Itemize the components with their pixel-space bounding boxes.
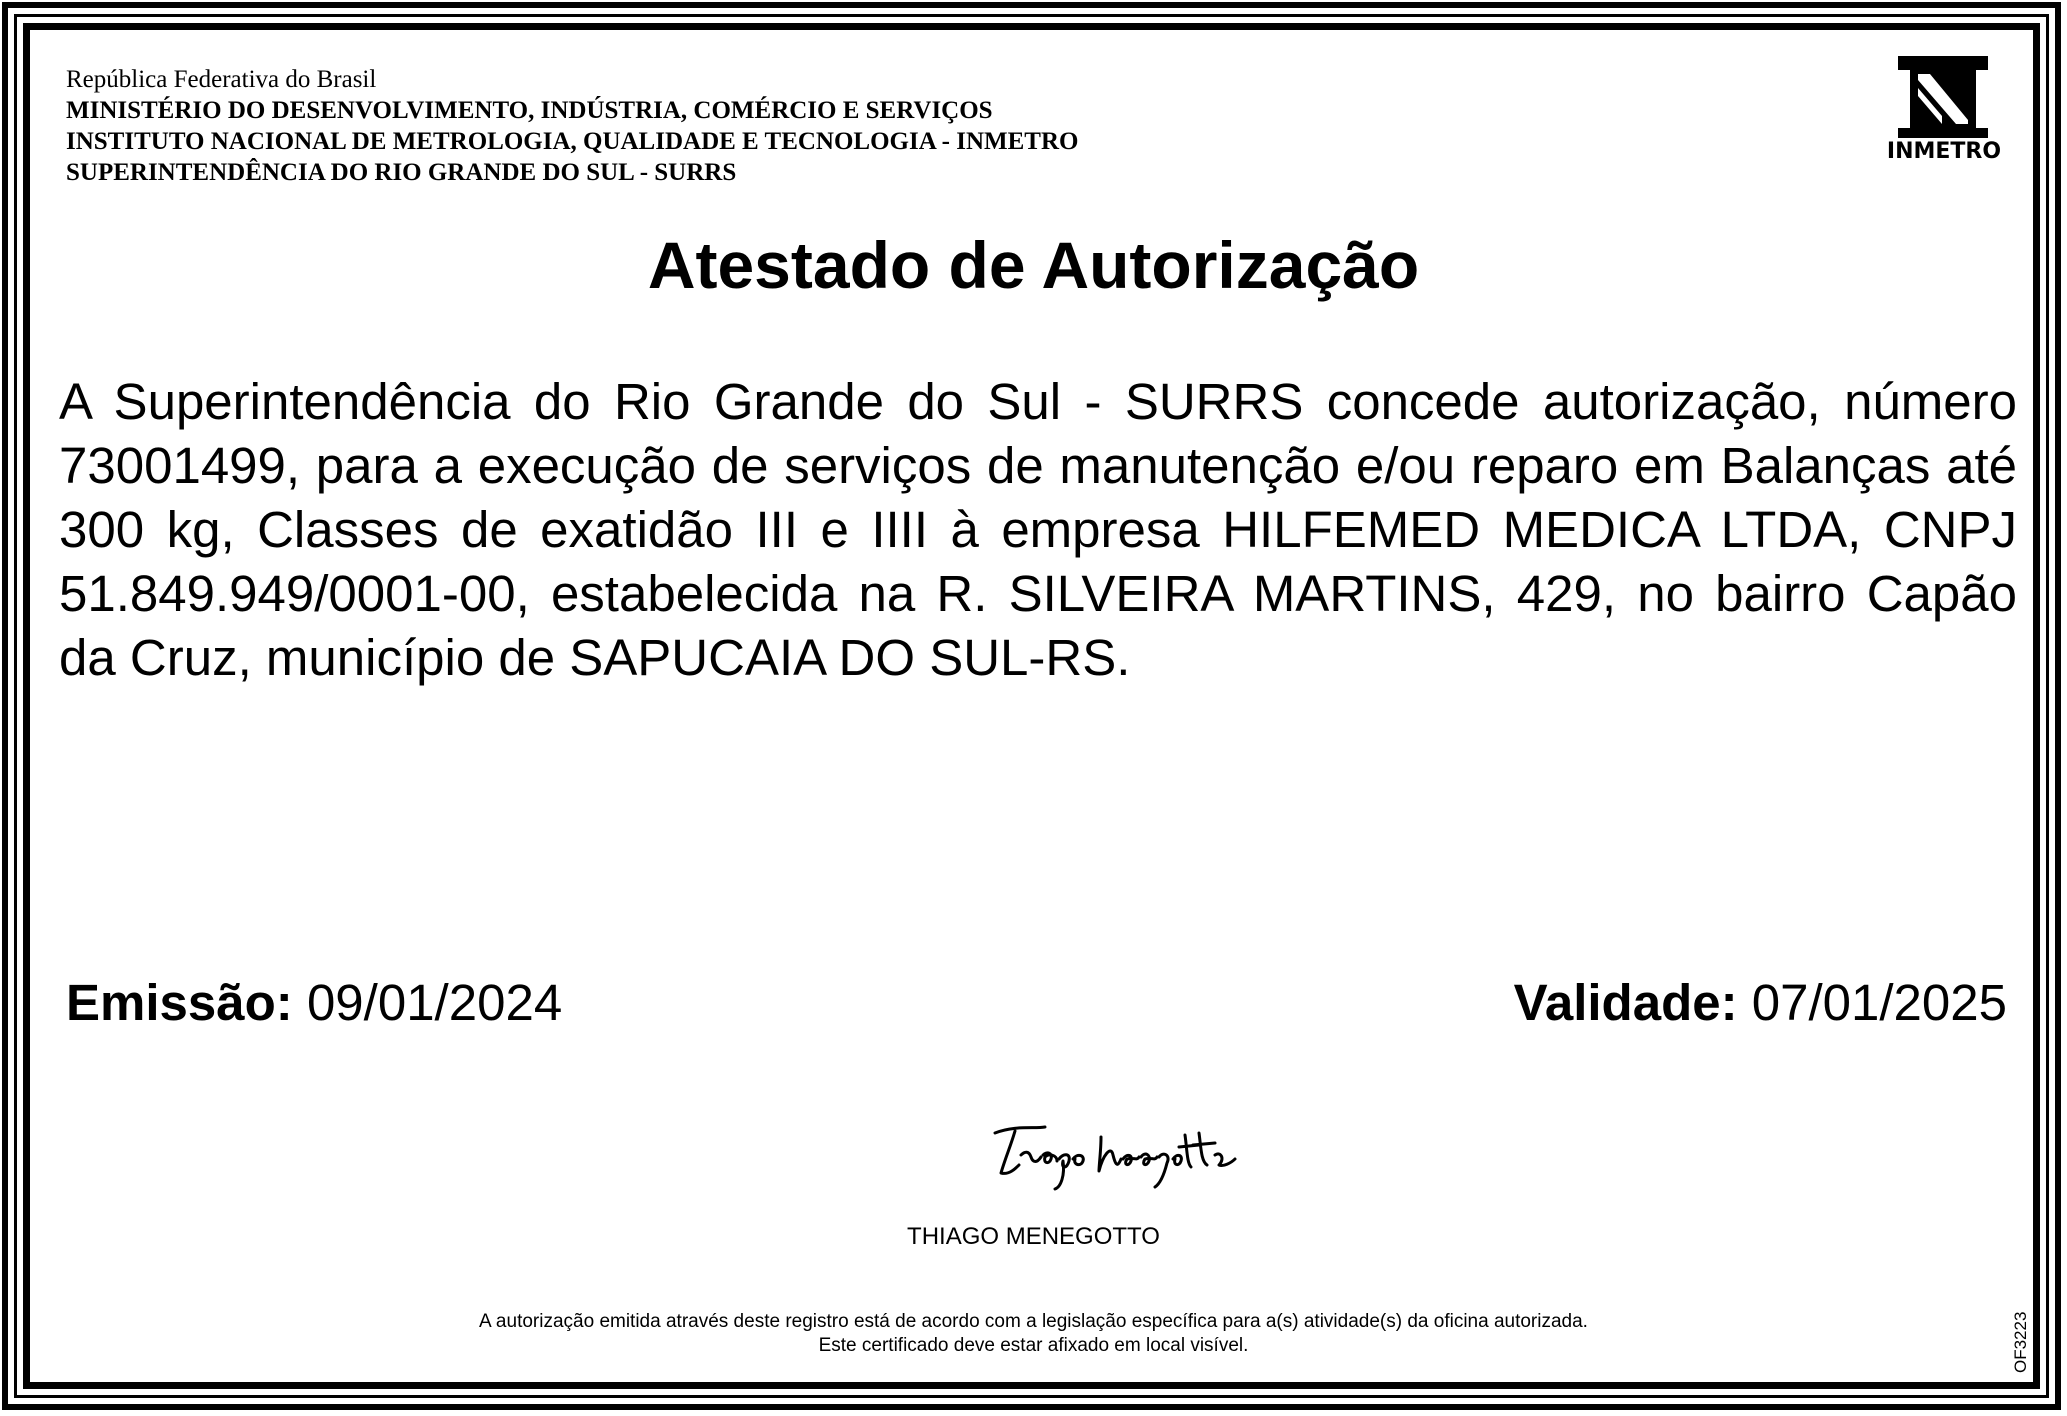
header-line-institute: INSTITUTO NACIONAL DE METROLOGIA, QUALIDADE E TECNOLOGIA - INMETRO [66, 128, 1079, 155]
issuer-header [66, 64, 1078, 188]
validity-date-value: 07/01/2025 [1751, 974, 2007, 1031]
footer-line-display-notice: Este certificado deve estar afixado em local visível. [818, 1335, 1249, 1356]
handwritten-signature [985, 1115, 1245, 1205]
validity-date [1514, 973, 2007, 1033]
legal-footer [0, 1310, 2067, 1358]
validity-date-label: Validade: [1513, 974, 1738, 1031]
header-line-ministry: MINISTÉRIO DO DESENVOLVIMENTO, INDÚSTRIA, COMÉRCIO E SERVIÇOS [66, 97, 993, 124]
header-line-superintendency: SUPERINTENDÊNCIA DO RIO GRANDE DO SUL - SURRS [66, 159, 737, 186]
authorization-text: A Superintendência do Rio Grande do Sul - SURRS concede autorização, número 73001499, para a execução de serviços de manutenção e/ou reparo em Balanças até 300 kg, Classes de exatidão III e IIII à empresa HILFEMED MEDICA LTDA, CNPJ 51.849.949/0001-00, estabelecida na R. SILVEIRA MARTINS, 429, no bairro Capão da Cruz, município de SAPUCAIA DO SUL-RS. [59, 373, 2017, 686]
header-line-republic: República Federativa do Brasil [66, 66, 377, 93]
footer-line-legislation: A autorização emitida através deste registro está de acordo com a legislação específica para a(s) atividade(s) da oficina autorizada. [479, 1311, 1588, 1332]
issue-date [66, 973, 562, 1033]
form-code: OF3223 [2011, 1311, 2030, 1373]
inmetro-logo-text: INMETRO [1886, 139, 2002, 164]
issue-date-value: 09/01/2024 [306, 974, 563, 1031]
signer-name: THIAGO MENEGOTTO [907, 1223, 1160, 1250]
document-title: Atestado de Autorização [647, 228, 1420, 302]
issue-date-label: Emissão: [66, 974, 293, 1031]
